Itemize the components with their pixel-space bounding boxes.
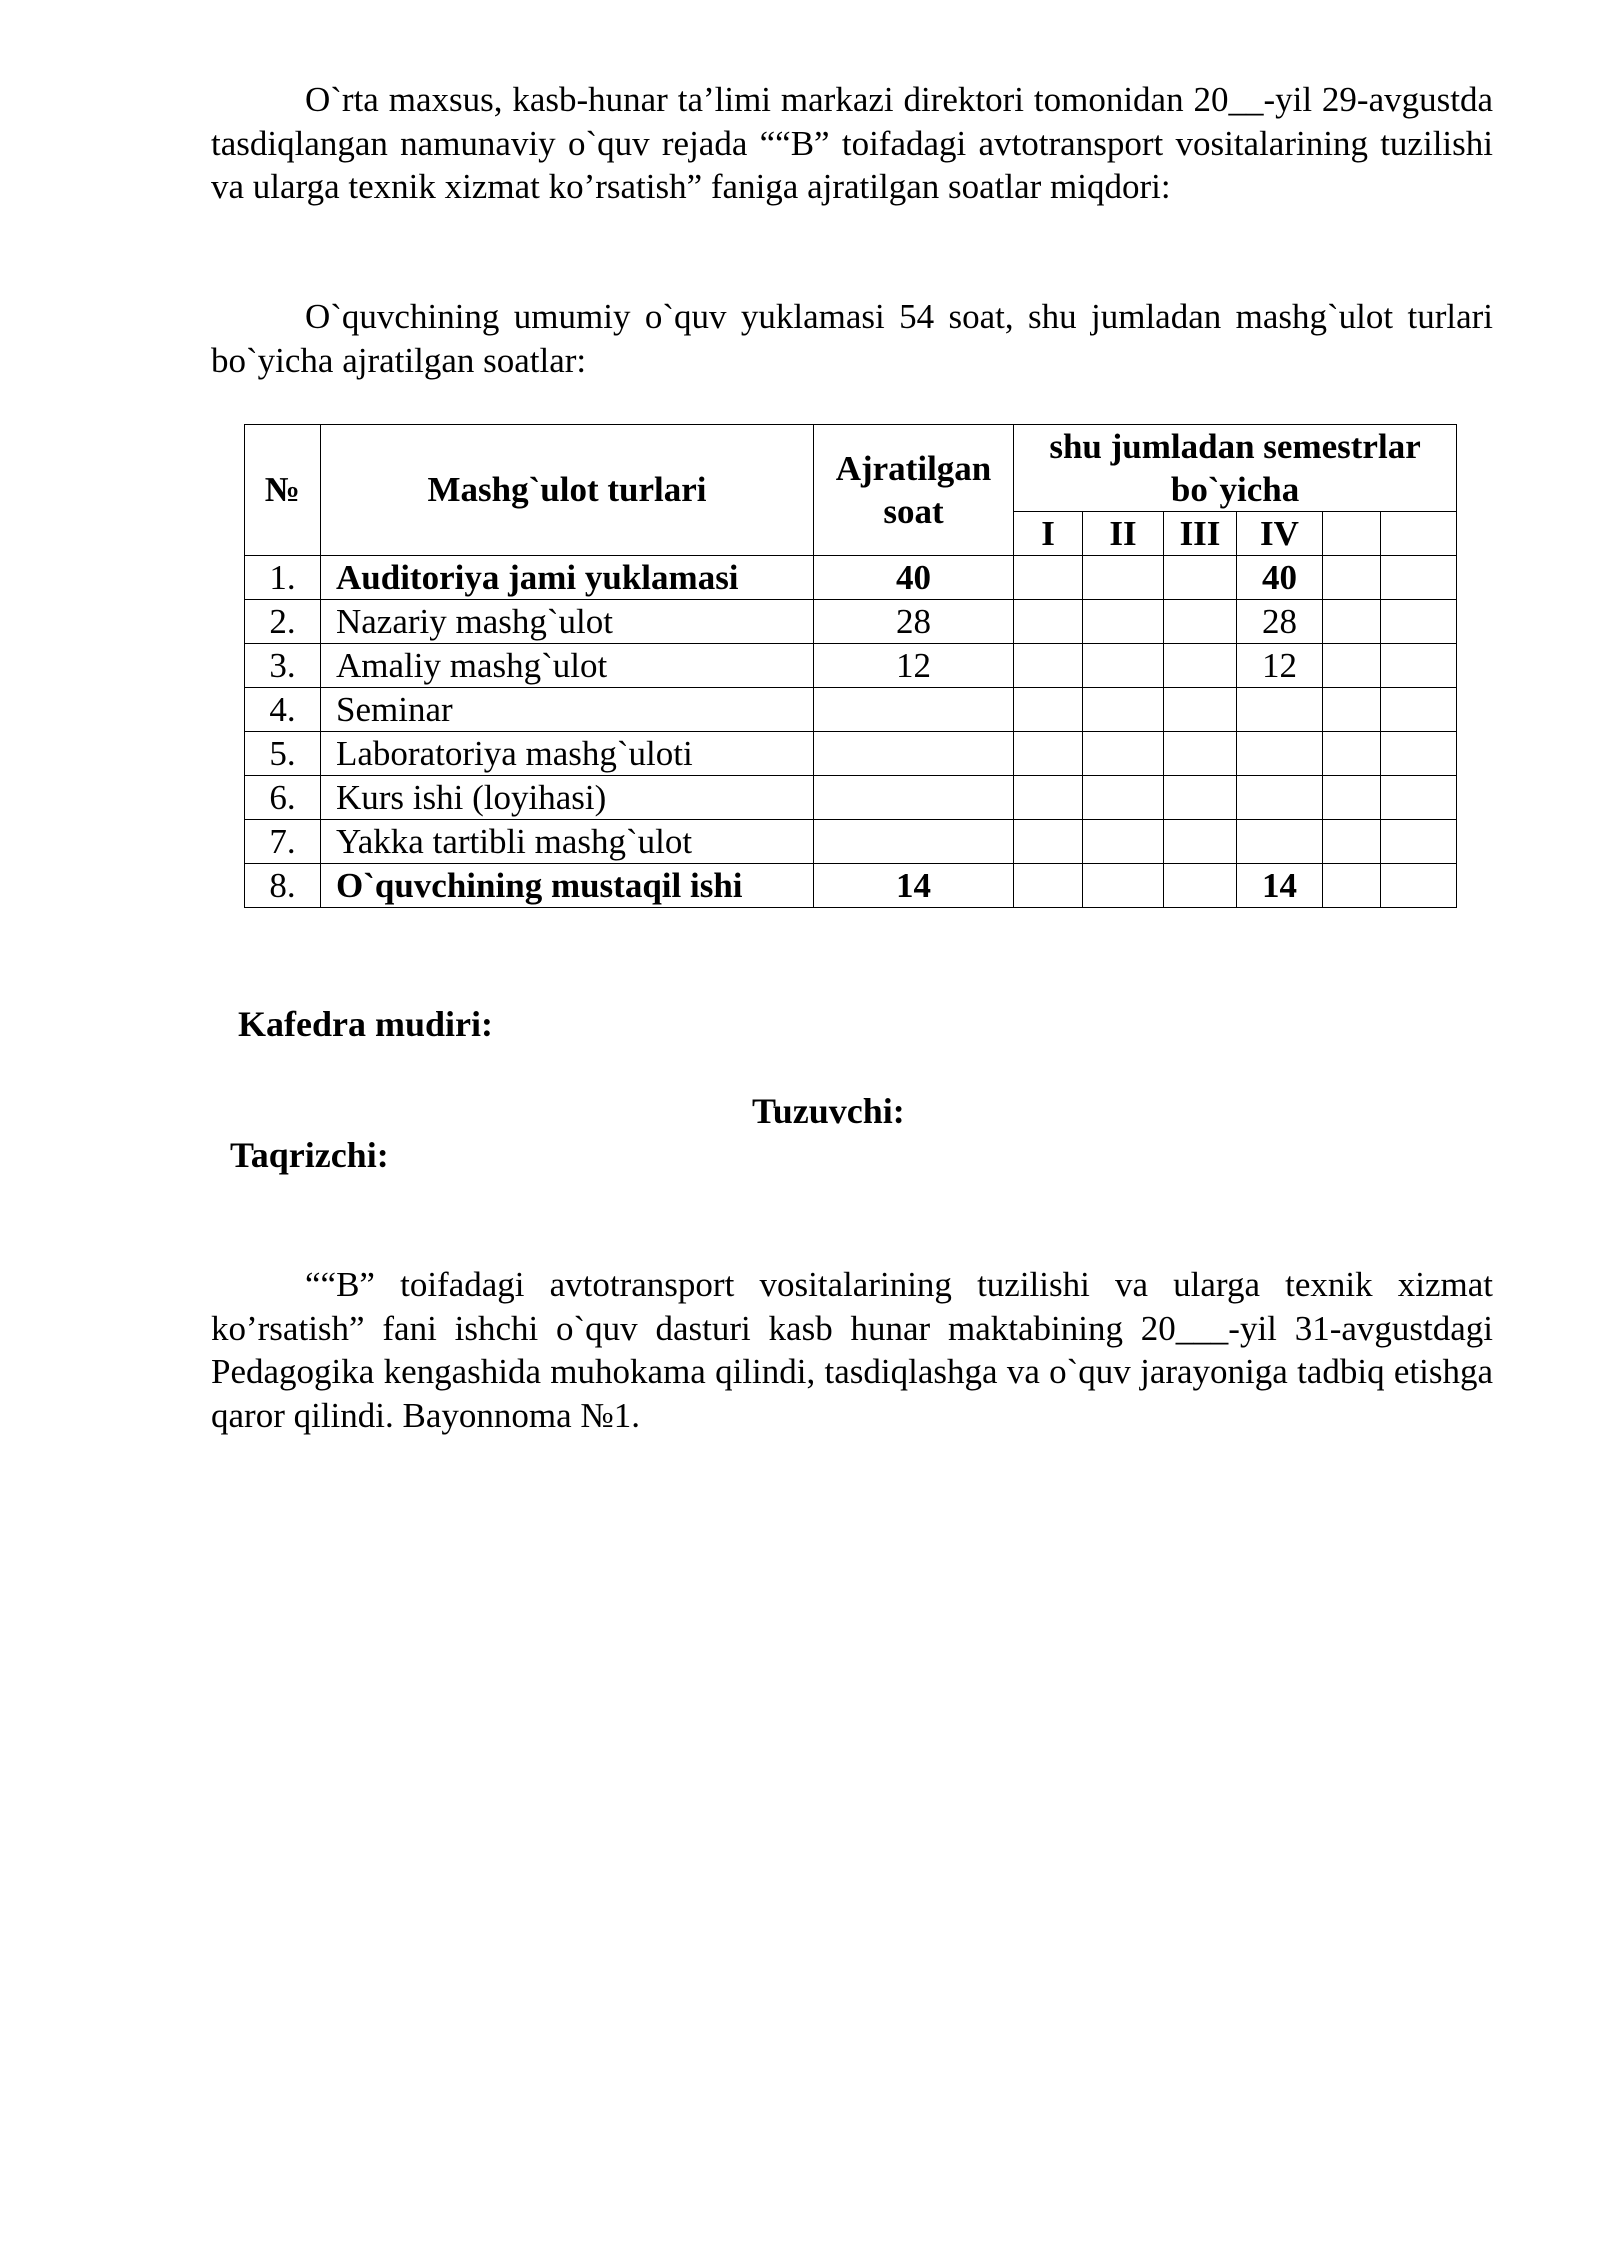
header-sem-4: IV [1237,512,1323,556]
table-row [245,864,1457,908]
header-sem-3: III [1164,512,1237,556]
row-sem-6 [1381,688,1457,732]
row-number: 3. [245,644,321,688]
row-sem-3 [1164,864,1237,908]
row-name: Amaliy mashg`ulot [321,644,814,688]
row-sem-3 [1164,688,1237,732]
row-sem-3 [1164,556,1237,600]
row-name: O`quvchining mustaqil ishi [321,864,814,908]
hours-table [244,424,1457,908]
row-sem-1 [1014,688,1083,732]
row-hours [814,820,1014,864]
row-sem-4 [1237,732,1323,776]
row-number: 1. [245,556,321,600]
row-sem-4: 12 [1237,644,1323,688]
row-sem-2 [1083,688,1164,732]
table-row [245,820,1457,864]
row-sem-5 [1323,820,1381,864]
row-number: 4. [245,688,321,732]
row-hours [814,732,1014,776]
row-sem-4: 14 [1237,864,1323,908]
row-sem-3 [1164,600,1237,644]
table-row [245,644,1457,688]
row-sem-6 [1381,732,1457,776]
header-sem-5 [1323,512,1381,556]
table-row [245,688,1457,732]
row-sem-6 [1381,776,1457,820]
table-row [245,600,1457,644]
header-semesters: shu jumladan semestrlar bo`yicha [1014,425,1457,512]
row-number: 8. [245,864,321,908]
row-number: 2. [245,600,321,644]
row-hours [814,776,1014,820]
row-sem-2 [1083,600,1164,644]
head-of-department-label: Kafedra mudiri: [238,1004,493,1044]
row-hours: 28 [814,600,1014,644]
row-sem-4 [1237,688,1323,732]
row-sem-5 [1323,600,1381,644]
row-name: Kurs ishi (loyihasi) [321,776,814,820]
row-number: 7. [245,820,321,864]
row-sem-4: 40 [1237,556,1323,600]
row-sem-2 [1083,776,1164,820]
row-name: Nazariy mashg`ulot [321,600,814,644]
approval-paragraph [211,1263,1493,1437]
row-name: Yakka tartibli mashg`ulot [321,820,814,864]
row-hours: 40 [814,556,1014,600]
table-row [245,732,1457,776]
header-sem-2: II [1083,512,1164,556]
row-sem-3 [1164,732,1237,776]
row-hours: 12 [814,644,1014,688]
intro-paragraph-1 [211,78,1493,209]
author-label: Tuzuvchi: [752,1091,905,1131]
approval-paragraph-text: ““B” toifadagi avtotransport vositalarining tuzilishi va ularga texnik xizmat ko’rsatish” fani ishchi o`quv dasturi kasb hunar maktabining 20___-yil 31-avgustdagi Pedagogika kengashida muhokama qilindi, tasdiqlashga va o`quv jarayoniga tadbiq etishga qaror qilindi. Bayonnoma №1. [211,1265,1493,1435]
row-sem-6 [1381,820,1457,864]
row-sem-5 [1323,688,1381,732]
row-sem-1 [1014,864,1083,908]
reviewer-label: Taqrizchi: [230,1135,389,1175]
intro-paragraph-1-text: O`rta maxsus, kasb-hunar ta’limi markazi direktori tomonidan 20__-yil 29-avgustda tasdiqlangan namunaviy o`quv rejada ““B” toifadagi avtotransport vositalarining tuzilishi va ularga texnik xizmat ko’rsatish” faniga ajratilgan soatlar miqdori: [211,80,1493,206]
row-sem-1 [1014,556,1083,600]
row-sem-3 [1164,644,1237,688]
intro-paragraph-2 [211,295,1493,382]
table-row [245,776,1457,820]
row-hours: 14 [814,864,1014,908]
row-sem-1 [1014,732,1083,776]
row-sem-1 [1014,820,1083,864]
row-name: Auditoriya jami yuklamasi [321,556,814,600]
row-sem-2 [1083,644,1164,688]
row-sem-4 [1237,776,1323,820]
row-sem-6 [1381,864,1457,908]
row-name: Seminar [321,688,814,732]
row-sem-3 [1164,776,1237,820]
row-sem-5 [1323,864,1381,908]
row-name: Laboratoriya mashg`uloti [321,732,814,776]
row-sem-1 [1014,644,1083,688]
row-sem-2 [1083,820,1164,864]
row-sem-5 [1323,644,1381,688]
row-sem-6 [1381,556,1457,600]
row-sem-6 [1381,644,1457,688]
row-sem-2 [1083,864,1164,908]
header-sem-6 [1381,512,1457,556]
row-number: 5. [245,732,321,776]
row-sem-5 [1323,556,1381,600]
header-type: Mashg`ulot turlari [321,425,814,556]
row-sem-1 [1014,776,1083,820]
header-sem-1: I [1014,512,1083,556]
row-sem-5 [1323,776,1381,820]
row-sem-1 [1014,600,1083,644]
row-sem-5 [1323,732,1381,776]
row-sem-2 [1083,732,1164,776]
row-sem-6 [1381,600,1457,644]
row-sem-4: 28 [1237,600,1323,644]
header-number: № [245,425,321,556]
table-row [245,556,1457,600]
row-hours [814,688,1014,732]
row-sem-4 [1237,820,1323,864]
row-sem-3 [1164,820,1237,864]
intro-paragraph-2-text: O`quvchining umumiy o`quv yuklamasi 54 soat, shu jumladan mashg`ulot turlari bo`yicha ajratilgan soatlar: [211,297,1493,380]
row-number: 6. [245,776,321,820]
header-allocated: Ajratilgan soat [814,425,1014,556]
row-sem-2 [1083,556,1164,600]
table-header-row [245,425,1457,512]
